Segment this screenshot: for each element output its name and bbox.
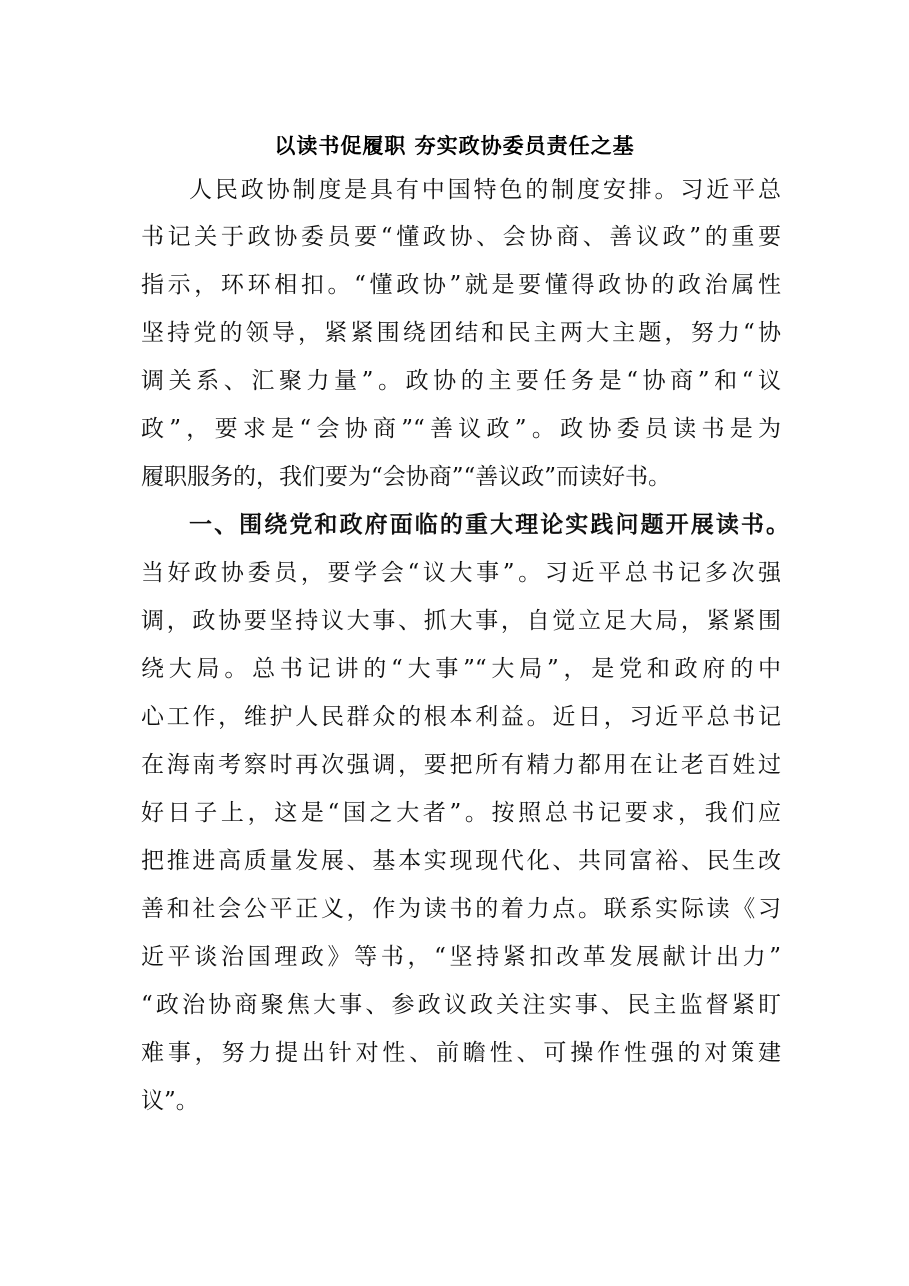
section-heading: 一、围绕党和政府面临的重大理论实践问题开展读书。	[189, 511, 789, 538]
paragraph-line: 调关系、汇聚力量”。政协的主要任务是“协商”和“议	[141, 368, 781, 394]
paragraph-line: 把推进高质量发展、基本实现现代化、共同富裕、民生改	[141, 848, 781, 874]
paragraph-line: 调，政协要坚持议大事、抓大事，自觉立足大局，紧紧围	[141, 608, 781, 634]
paragraph-line: 绕大局。总书记讲的“大事”“大局”，是党和政府的中	[141, 656, 781, 682]
paragraph-line: 心工作，维护人民群众的根本利益。近日，习近平总书记	[141, 704, 781, 730]
paragraph-line: 近平谈治国理政》等书，“坚持紧扣改革发展献计出力”	[141, 944, 781, 970]
paragraph-line: 政”，要求是“会协商”“善议政”。政协委员读书是为	[141, 416, 781, 442]
paragraph-line: 议”。	[141, 1088, 199, 1114]
paragraph-line: 难事，努力提出针对性、前瞻性、可操作性强的对策建	[141, 1040, 781, 1066]
paragraph-line: 人民政协制度是具有中国特色的制度安排。习近平总	[189, 177, 781, 203]
paragraph-line: “政治协商聚焦大事、参政议政关注实事、民主监督紧盯	[141, 992, 781, 1018]
paragraph-line: 书记关于政协委员要“懂政协、会协商、善议政”的重要	[141, 224, 781, 250]
paragraph-line: 指示，环环相扣。“懂政协”就是要懂得政协的政治属性	[141, 272, 781, 298]
paragraph-line: 在海南考察时再次强调，要把所有精力都用在让老百姓过	[141, 752, 781, 778]
paragraph-line: 履职服务的，我们要为“会协商”“善议政”而读好书。	[141, 464, 672, 490]
paragraph-line: 善和社会公平正义，作为读书的着力点。联系实际读《习	[141, 896, 781, 922]
document-title: 以读书促履职 夯实政协委员责任之基	[274, 133, 635, 158]
paragraph-line: 好日子上，这是“国之大者”。按照总书记要求，我们应	[141, 800, 781, 826]
paragraph-line: 坚持党的领导，紧紧围绕团结和民主两大主题，努力“协	[141, 320, 781, 346]
paragraph-line: 当好政协委员，要学会“议大事”。习近平总书记多次强	[141, 560, 781, 586]
